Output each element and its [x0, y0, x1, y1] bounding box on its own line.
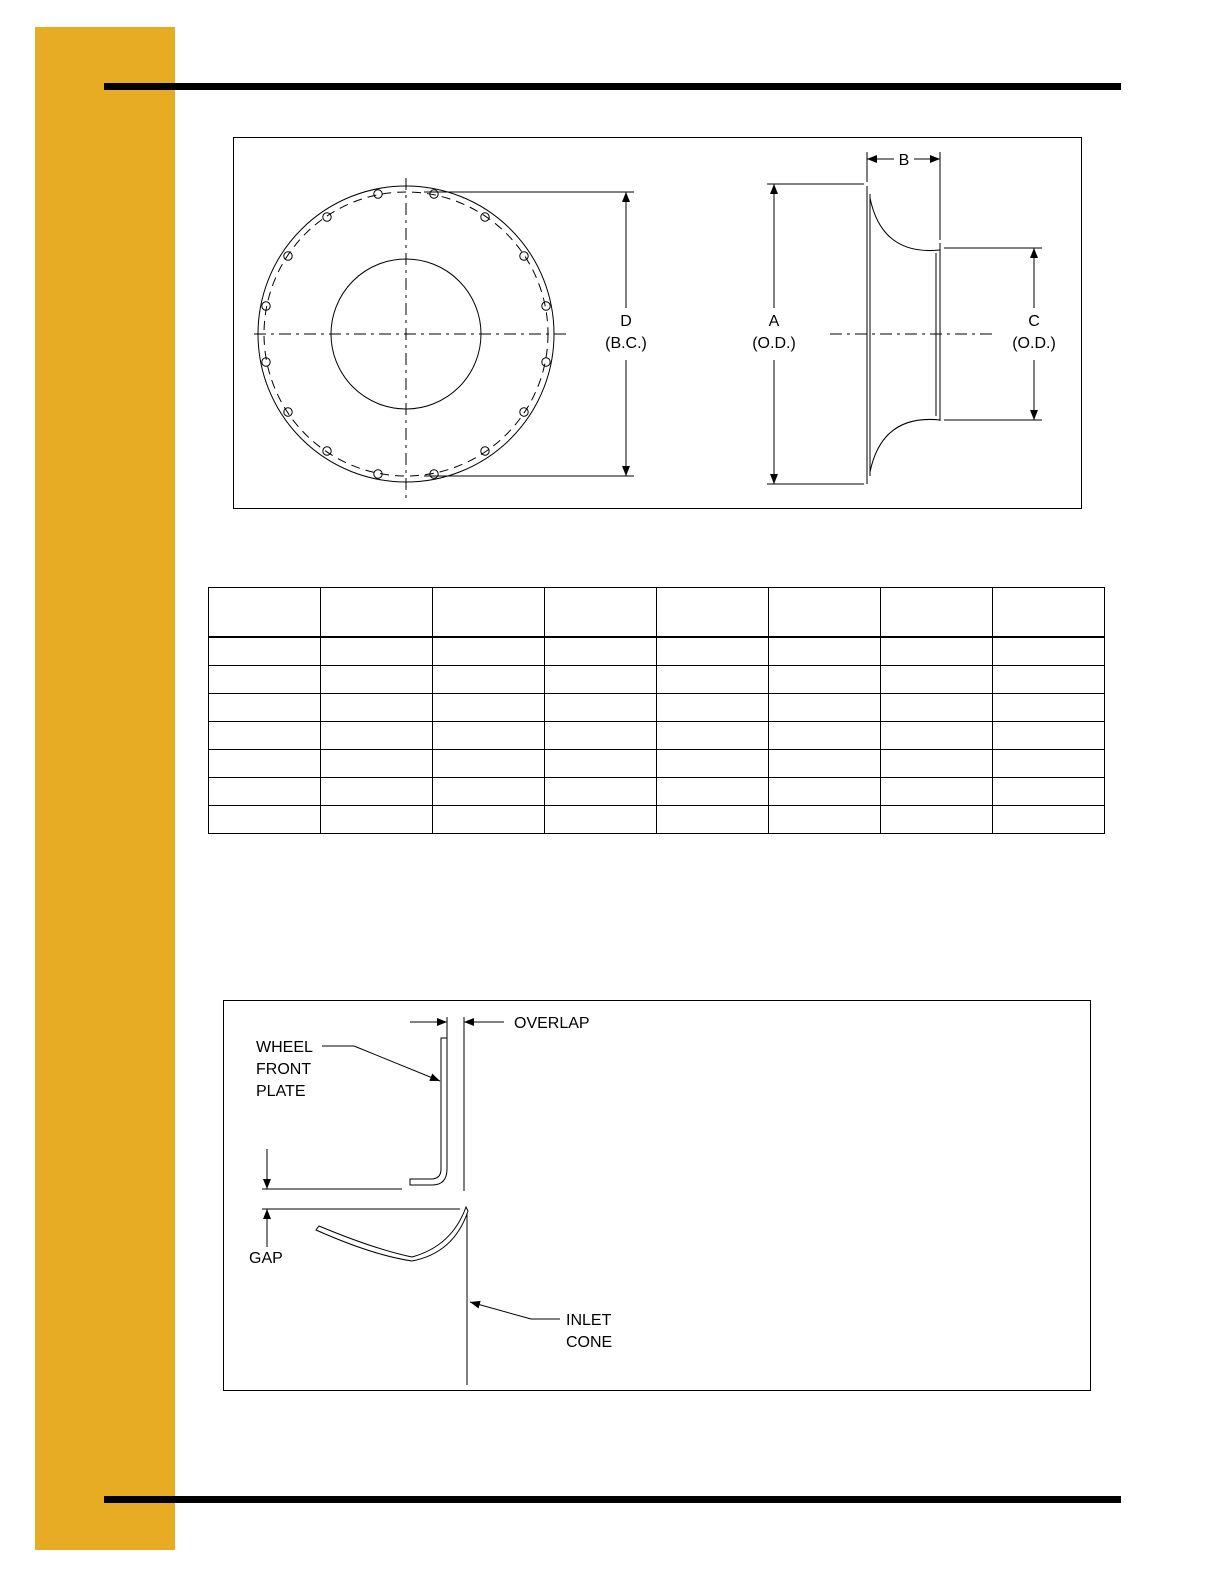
table-cell — [321, 637, 433, 666]
table-cell — [993, 722, 1105, 750]
dimension-c-sublabel: (O.D.) — [1012, 335, 1056, 352]
inlet-label-line1: INLET — [566, 1312, 612, 1329]
table-cell — [993, 694, 1105, 722]
table-row — [209, 778, 1105, 806]
table-cell — [545, 806, 657, 834]
table-cell — [545, 722, 657, 750]
table-cell — [545, 694, 657, 722]
overlap-label: OVERLAP — [514, 1015, 590, 1032]
table-cell — [433, 778, 545, 806]
wheel-leader-line — [354, 1046, 440, 1081]
table-header-cell — [433, 588, 545, 638]
header-rule — [104, 83, 1121, 90]
inlet-label-line2: CONE — [566, 1334, 613, 1351]
flange-front-view — [254, 178, 570, 500]
table-cell — [993, 778, 1105, 806]
dimension-a-label: A — [768, 313, 780, 330]
table-cell — [993, 637, 1105, 666]
table-cell — [433, 750, 545, 778]
table-cell — [657, 806, 769, 834]
wheel-label-line1: WHEEL — [256, 1039, 313, 1056]
table-cell — [769, 694, 881, 722]
table-cell — [321, 806, 433, 834]
table-row — [209, 806, 1105, 834]
table-cell — [769, 666, 881, 694]
table-cell — [545, 666, 657, 694]
table-cell — [321, 722, 433, 750]
table-cell — [657, 666, 769, 694]
table-cell — [545, 778, 657, 806]
wheel-inlet-clearance-figure — [223, 1000, 1091, 1391]
table-cell — [993, 806, 1105, 834]
gap-label: GAP — [249, 1250, 283, 1267]
side-color-band — [35, 27, 175, 1550]
table-cell — [321, 778, 433, 806]
dimension-a-sublabel: (O.D.) — [752, 335, 796, 352]
table-cell — [881, 750, 993, 778]
table-row — [209, 637, 1105, 666]
table-cell — [433, 694, 545, 722]
footer-rule — [104, 1496, 1121, 1503]
table-cell — [209, 750, 321, 778]
table-cell — [433, 666, 545, 694]
table-row — [209, 666, 1105, 694]
wheel-front-plate — [410, 1038, 447, 1185]
table-cell — [881, 666, 993, 694]
table-cell — [881, 778, 993, 806]
overlap-dimension — [410, 1017, 504, 1191]
table-cell — [657, 778, 769, 806]
wheel-label-line2: FRONT — [256, 1061, 312, 1078]
table-header-cell — [769, 588, 881, 638]
table-cell — [769, 750, 881, 778]
table-cell — [209, 806, 321, 834]
table-header-cell — [993, 588, 1105, 638]
table-header-cell — [881, 588, 993, 638]
table-cell — [993, 750, 1105, 778]
table-cell — [433, 722, 545, 750]
table-cell — [881, 637, 993, 666]
table-cell — [209, 778, 321, 806]
dimension-d-label: D — [620, 313, 632, 330]
table-cell — [769, 637, 881, 666]
table-cell — [657, 722, 769, 750]
inlet-cone-side-view — [830, 186, 994, 484]
table-cell — [657, 637, 769, 666]
table-cell — [657, 750, 769, 778]
table-cell — [209, 637, 321, 666]
table-cell — [545, 750, 657, 778]
wheel-label-line3: PLATE — [256, 1083, 306, 1100]
table-cell — [209, 694, 321, 722]
inlet-cone-section — [316, 1207, 468, 1385]
table-header-cell — [321, 588, 433, 638]
table-cell — [881, 694, 993, 722]
table-row — [209, 722, 1105, 750]
table-cell — [209, 666, 321, 694]
dimension-d-sublabel: (B.C.) — [605, 335, 647, 352]
table-header-cell — [657, 588, 769, 638]
gap-dimension — [262, 1149, 460, 1247]
table-cell — [433, 637, 545, 666]
table-row — [209, 750, 1105, 778]
table-cell — [769, 778, 881, 806]
table-cell — [321, 750, 433, 778]
dimension-b-label: B — [898, 152, 910, 169]
table-cell — [209, 722, 321, 750]
table-cell — [769, 722, 881, 750]
table-header-cell — [209, 588, 321, 638]
table-cell — [769, 806, 881, 834]
inlet-leader-line — [470, 1302, 531, 1319]
table-cell — [545, 637, 657, 666]
table-cell — [881, 806, 993, 834]
table-cell — [321, 694, 433, 722]
table-row — [209, 694, 1105, 722]
table-cell — [881, 722, 993, 750]
inlet-cone-dimension-figure — [233, 137, 1082, 509]
table-header-cell — [545, 588, 657, 638]
table-cell — [993, 666, 1105, 694]
table-cell — [657, 694, 769, 722]
dimension-c-label: C — [1028, 313, 1040, 330]
table-header-row — [209, 588, 1105, 638]
table-cell — [321, 666, 433, 694]
dimension-table — [208, 587, 1105, 834]
table-cell — [433, 806, 545, 834]
